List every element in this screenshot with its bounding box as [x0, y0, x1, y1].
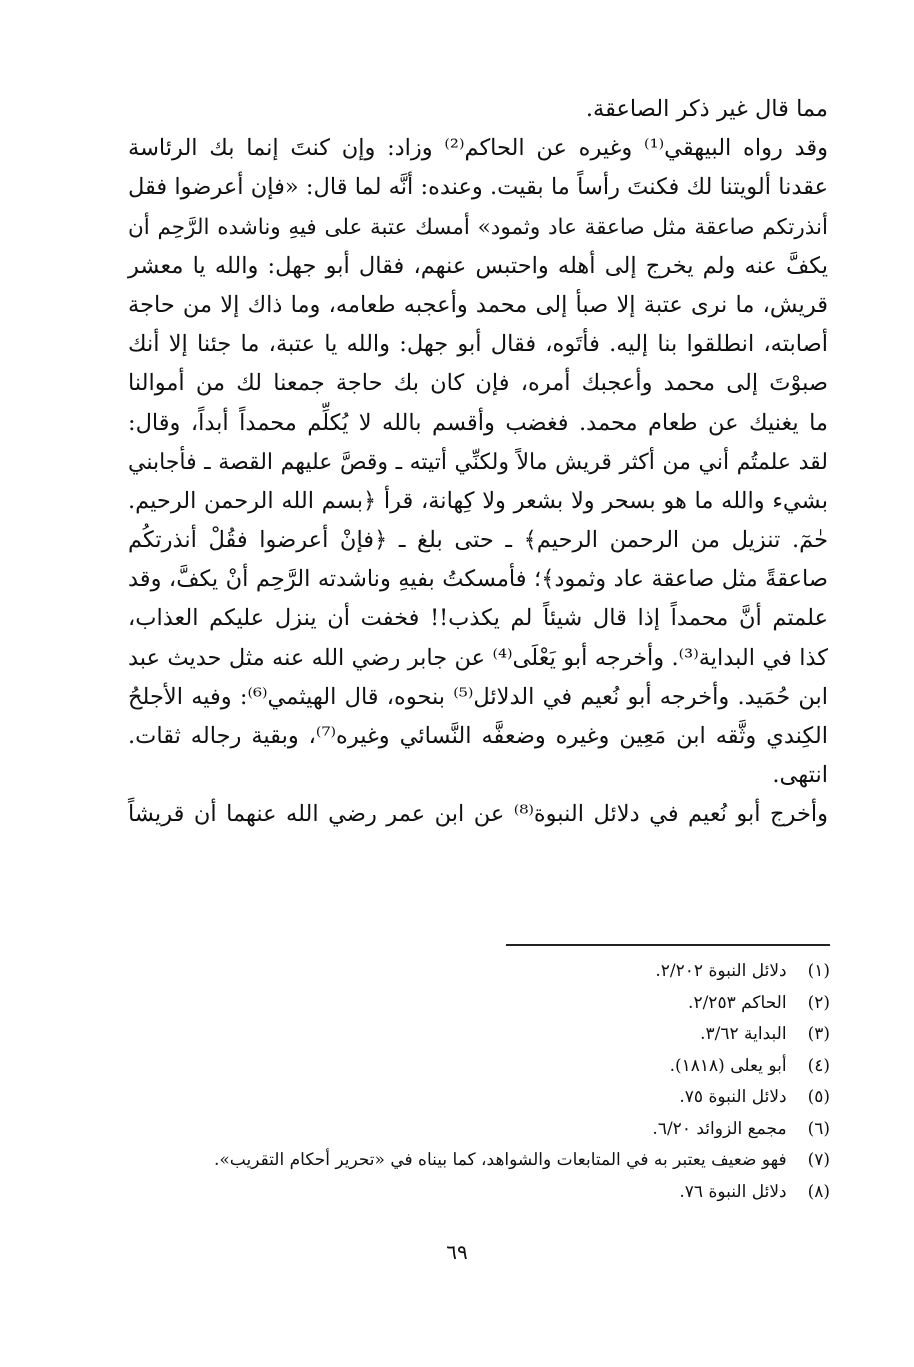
footnote-text: دلائل النبوة ٢/٢٠٢.: [655, 961, 787, 981]
footnote-text: دلائل النبوة ٧٦.: [679, 1181, 787, 1202]
text-line: انتهى.: [772, 762, 828, 789]
main-text: [128, 90, 828, 835]
text-line: بشيء والله ما هو بسحر ولا بشعر ولا كِهانة، قرأ ﴿بسم الله الرحمن الرحيم.: [128, 487, 828, 514]
footnote-number: (٤): [807, 1055, 830, 1076]
footnote-item: [130, 1114, 830, 1146]
footnote-number: (٢): [807, 992, 830, 1013]
text-line: صاعقةً مثل صاعقة عاد وثمود﴾؛ فأمسكتُ بفيهِ وناشدته الرَّحِم أنْ يكفَّ، وقد: [128, 566, 828, 593]
footnote-number: (٣): [807, 1024, 830, 1044]
text-line: ما يغنيك عن طعام محمد. فغضب وأقسم بالله لا يُكلِّم محمداً أبداً، وقال:: [128, 409, 828, 436]
footnote-number: (٨): [807, 1181, 830, 1202]
text-line: صبوْتَ إلى محمد وأعجبك أمره، فإن كان بك حاجة جمعنا لك من أموالنا: [128, 370, 828, 397]
text-line: علمتم أنَّ محمداً إذا قال شيئاً لم يكذب!! فخفت أن ينزل عليكم العذاب،: [128, 605, 828, 632]
footnote-divider: [506, 944, 830, 946]
footnote-text: أبو يعلى (١٨١٨).: [669, 1055, 787, 1076]
text-line: مما قال غير ذكر الصاعقة.: [585, 96, 828, 122]
text-line: عقدنا ألويتنا لك فكنتَ رأساً ما بقيت. وعنده: أنَّه لما قال: «فإن أعرضوا فقل: [128, 174, 828, 201]
text-line: أنذرتكم صاعقة مثل صاعقة عاد وثمود» أمسك عتبة على فيهِ وناشده الرَّحِم أن: [128, 214, 828, 240]
footnote-number: (٥): [807, 1087, 830, 1107]
footnote-text: دلائل النبوة ٧٥.: [679, 1087, 787, 1107]
footnotes: [130, 956, 830, 1208]
text-line: وأخرج أبو نُعيم في دلائل النبوة⁽⁸⁾ عن ابن عمر رضي الله عنهما أن قريشاً: [128, 801, 828, 828]
footnote-text: البداية ٣/٦٢.: [700, 1024, 787, 1044]
footnote-text: مجمع الزوائد ٦/٢٠.: [652, 1118, 787, 1139]
page-number: ٦٩: [446, 1240, 468, 1264]
footnote-item: [130, 1051, 830, 1083]
text-line: كذا في البداية⁽³⁾. وأخرجه أبو يَعْلَى⁽⁴⁾ عن جابر رضي الله عنه مثل حديث عبد: [128, 644, 829, 671]
footnote-text: الحاكم ٢/٢٥٣.: [688, 992, 787, 1013]
footnote-number: (١): [807, 961, 830, 981]
text-line: يكفَّ عنه ولم يخرج إلى أهله واحتبس عنهم، فقال أبو جهل: والله يا معشر: [128, 252, 828, 279]
text-line: أصابته، انطلقوا بنا إليه. فأتَوه، فقال أبو جهل: والله يا عتبة، ما جئنا إلا أنك: [128, 331, 828, 358]
text-line: الكِندي وثَّقه ابن مَعِين وغيره وضعفَّه النَّسائي وغيره⁽⁷⁾، وبقية رجاله ثقات.: [128, 723, 828, 749]
text-line: لقد علمتُم أني من أكثر قريش مالاً ولكنِّي أتيته ـ وقصَّ عليهم القصة ـ فأجابني: [128, 449, 828, 475]
footnote-item: [130, 1145, 830, 1177]
footnote-number: (٦): [807, 1118, 830, 1139]
footnote-item: [130, 1177, 830, 1209]
text-line: وقد رواه البيهقي⁽¹⁾ وغيره عن الحاكم⁽²⁾ وزاد: وإن كنتَ إنما بك الرئاسة: [128, 135, 828, 162]
footnote-text: فهو ضعيف يعتبر به في المتابعات والشواهد، كما بيناه في «تحرير أحكام التقريب».: [213, 1150, 787, 1170]
footnote-item: [130, 1082, 830, 1114]
text-line: ابن حُمَيد. وأخرجه أبو نُعيم في الدلائل⁽⁵⁾ بنحوه، قال الهيثمي⁽⁶⁾: وفيه الأجلحُ: [128, 683, 828, 710]
text-line: حٰمٓ. تنزيل من الرحمن الرحيم﴾ ـ حتى بلغ ـ ﴿فإنْ أعرضوا فقُلْ أنذرتكُم: [128, 527, 828, 554]
text-line: قريش، ما نرى عتبة إلا صبأ إلى محمد وأعجبه طعامه، وما ذاك إلا من حاجة: [128, 291, 828, 318]
footnote-item: [130, 1019, 830, 1051]
footnote-item: [130, 988, 830, 1020]
footnote-number: (٧): [807, 1150, 830, 1170]
footnote-item: [130, 956, 830, 988]
